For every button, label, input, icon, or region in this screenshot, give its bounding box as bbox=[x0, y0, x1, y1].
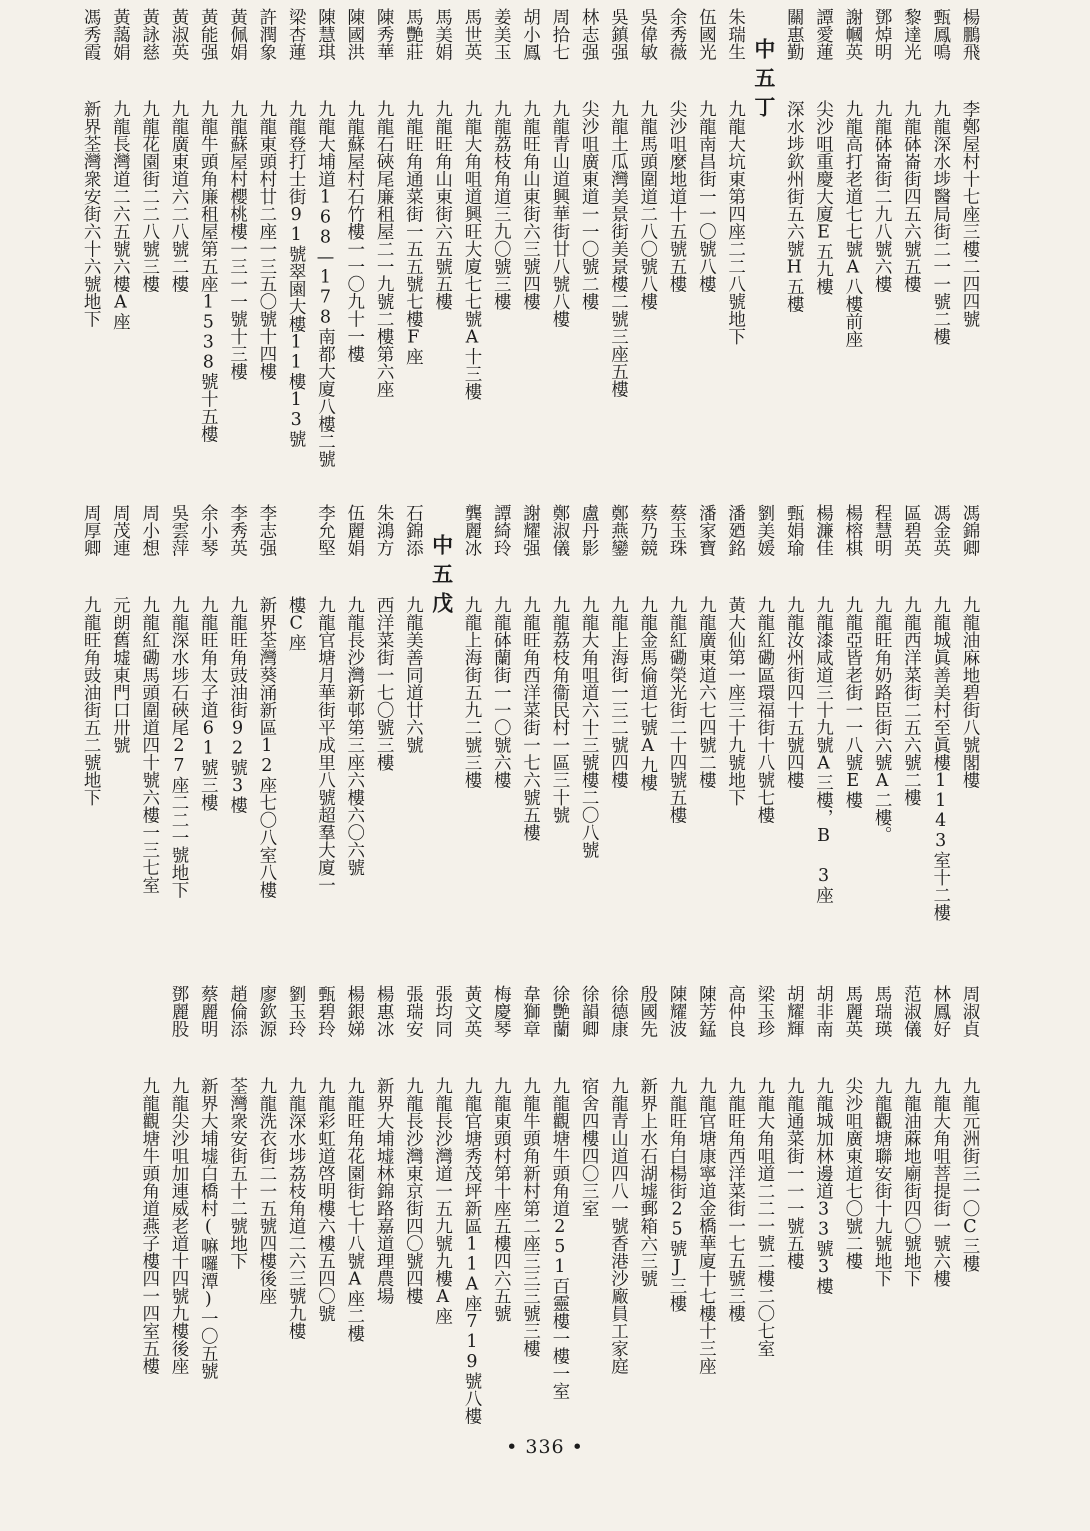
student-address: 九龍大角咀道六十三號樓二〇八號 bbox=[579, 596, 600, 859]
roster-entry bbox=[779, 985, 808, 1425]
student-address: 九龍長沙灣新邨第三座六樓六〇六號 bbox=[344, 596, 365, 876]
roster-entry bbox=[925, 504, 954, 921]
student-address: 九龍南昌街一一〇號八樓 bbox=[696, 100, 717, 293]
student-name: 劉玉玲 bbox=[286, 985, 307, 1038]
student-address: 九龍廣東道六二八號二樓 bbox=[168, 100, 189, 293]
roster-entry bbox=[896, 8, 925, 468]
student-address: 新界荃灣葵涌新區12座七〇八室八樓 bbox=[256, 596, 277, 899]
student-address: 九龍旺角西洋菜街一七五號三樓 bbox=[725, 1077, 746, 1322]
student-address: 尖沙咀廣東道一一〇號二樓 bbox=[579, 100, 600, 310]
student-address: 九龍觀塘牛頭角道251百靈樓一樓一室 bbox=[549, 1077, 570, 1400]
student-address: 九龍深水埗醫局街二一一號二樓 bbox=[930, 100, 951, 345]
student-address: 九龍花園街二二八號三樓 bbox=[139, 100, 160, 293]
student-address: 西洋菜街一七〇號三樓 bbox=[374, 596, 395, 771]
student-name: 陳秀華 bbox=[374, 8, 395, 61]
student-name: 甄娟瑜 bbox=[784, 504, 805, 557]
student-name: 吳雲萍 bbox=[168, 504, 189, 557]
student-address: 九龍砵崙街二九八號六樓 bbox=[872, 100, 893, 293]
roster-entry bbox=[691, 985, 720, 1425]
student-address: 九龍長灣道二六五號六樓A座 bbox=[110, 100, 131, 330]
roster-entry bbox=[193, 985, 222, 1425]
roster-entry bbox=[720, 504, 749, 921]
student-address: 九龍漆咸道三十九號A三樓，B 3座 bbox=[813, 596, 834, 904]
student-address: 九龍大角咀菩提街一號六樓 bbox=[930, 1077, 951, 1287]
roster-entry bbox=[632, 8, 661, 468]
student-address: 九龍深水埗荔枝角道二六三號九樓 bbox=[286, 1077, 307, 1340]
student-name: 殷國先 bbox=[637, 985, 658, 1038]
student-name: 梁玉珍 bbox=[754, 985, 775, 1038]
student-name: 周淑貞 bbox=[960, 985, 980, 1038]
student-name: 許潤象 bbox=[256, 8, 277, 61]
student-name: 林志强 bbox=[579, 8, 600, 61]
student-name: 區碧英 bbox=[901, 504, 922, 557]
student-name: 鄭淑儀 bbox=[549, 504, 570, 557]
student-name: 徐艷蘭 bbox=[549, 985, 570, 1038]
student-name: 陳耀波 bbox=[667, 985, 688, 1038]
student-address: 九龍荔枝角衞民村一區三十號 bbox=[549, 596, 570, 824]
roster-entry bbox=[164, 504, 193, 921]
student-name: 黃詠慈 bbox=[139, 8, 160, 61]
student-name: 周厚卿 bbox=[81, 504, 102, 557]
student-address: 九龍深水埗石硤尾27座二二一號地下 bbox=[168, 596, 189, 899]
student-address: 九龍砵蘭街一一〇號六樓 bbox=[491, 596, 512, 789]
student-address: 九龍大角咀道二二一號二樓二〇七室 bbox=[754, 1077, 775, 1357]
roster-entry bbox=[427, 8, 456, 468]
student-address: 九龍蘇屋村櫻桃樓一三一一號十三樓 bbox=[227, 100, 248, 380]
student-name: 馬瑞瑛 bbox=[872, 985, 893, 1038]
roster-entry bbox=[896, 504, 925, 921]
student-name: 徐德康 bbox=[608, 985, 629, 1038]
roster-entry bbox=[339, 504, 368, 921]
student-address: 九龍城眞善美村至眞樓1143室十二樓 bbox=[930, 596, 951, 921]
student-address: 元朗舊墟東門口卅號 bbox=[110, 596, 131, 754]
student-name: 潘廼銘 bbox=[725, 504, 746, 557]
roster-entry bbox=[398, 8, 427, 468]
student-name: 蔡玉珠 bbox=[667, 504, 688, 557]
student-name: 馬麗英 bbox=[842, 985, 863, 1038]
student-name: 李志强 bbox=[256, 504, 277, 557]
roster-entry bbox=[574, 985, 603, 1425]
student-name: 甄鳳鳴 bbox=[930, 8, 951, 61]
student-address: 尖沙咀重慶大廈E五九樓 bbox=[813, 100, 834, 295]
section-heading: 中五戊 bbox=[429, 534, 455, 621]
roster-entry bbox=[369, 504, 398, 921]
roster-entry bbox=[164, 8, 193, 468]
student-address: 尖沙咀廣東道七〇號二樓 bbox=[842, 1077, 863, 1270]
student-address: 九龍通菜街一一一號五樓 bbox=[784, 1077, 805, 1270]
student-address: 李鄭屋村十七座三樓二四四號 bbox=[960, 100, 980, 328]
section-heading-column bbox=[427, 504, 456, 921]
roster-entry bbox=[76, 504, 105, 921]
student-name: 馬世英 bbox=[461, 8, 482, 61]
student-name: 陳國洪 bbox=[344, 8, 365, 61]
student-name: 石錦添 bbox=[403, 504, 424, 557]
roster-entry bbox=[339, 8, 368, 468]
roster-entry bbox=[369, 985, 398, 1425]
student-address: 九龍蘇屋村石竹樓一一〇九十一樓 bbox=[344, 100, 365, 363]
student-address: 九龍高打老道七七號A八樓前座 bbox=[842, 100, 863, 348]
student-address: 九龍油麻地碧街八號閣樓 bbox=[960, 596, 980, 789]
student-address: 九龍登打士街91號翠園大樓11樓13號 bbox=[286, 100, 307, 448]
roster-entry bbox=[457, 985, 486, 1425]
student-name: 廖欽源 bbox=[256, 985, 277, 1038]
student-address: 九龍廣東道六七四號二樓 bbox=[696, 596, 717, 789]
student-address: 九龍官塘秀茂坪新區11A座719號八樓 bbox=[461, 1077, 482, 1425]
student-address: 九龍大角咀道興旺大廈七七號A十三樓 bbox=[461, 100, 482, 400]
student-name: 盧丹影 bbox=[579, 504, 600, 557]
student-address: 九龍城加林邊道33號3樓 bbox=[813, 1077, 834, 1295]
student-address: 九龍大坑東第四座二二八號地下 bbox=[725, 100, 746, 345]
student-name: 胡非南 bbox=[813, 985, 834, 1038]
student-name: 楊銀娣 bbox=[344, 985, 365, 1038]
roster-entry bbox=[662, 985, 691, 1425]
student-name: 謝耀强 bbox=[520, 504, 541, 557]
student-name: 李秀英 bbox=[227, 504, 248, 557]
student-address: 九龍石硤尾廉租屋二一九號二樓第六座 bbox=[374, 100, 395, 398]
student-name: 余秀薇 bbox=[667, 8, 688, 61]
roster-entry bbox=[750, 504, 779, 921]
student-name: 黎達光 bbox=[901, 8, 922, 61]
student-address: 九龍洗衣街二一五號四樓後座 bbox=[256, 1077, 277, 1305]
roster-entry bbox=[808, 8, 837, 468]
student-address: 尖沙咀麼地道十五號五樓 bbox=[667, 100, 688, 293]
student-address: 九龍官塘月華街平成里八號超羣大廈一 bbox=[315, 596, 336, 894]
student-address: 九龍觀塘聯安街十九號地下 bbox=[872, 1077, 893, 1287]
student-name: 鄧麗股 bbox=[168, 985, 189, 1038]
roster-entry bbox=[281, 8, 310, 468]
student-name: 梅慶琴 bbox=[491, 985, 512, 1038]
student-name: 陳芳錳 bbox=[696, 985, 717, 1038]
roster-entry bbox=[281, 985, 310, 1425]
student-name: 張均同 bbox=[432, 985, 453, 1038]
roster-entry bbox=[955, 8, 984, 468]
roster-entry bbox=[398, 985, 427, 1425]
roster-entry bbox=[545, 8, 574, 468]
roster-entry bbox=[925, 985, 954, 1425]
roster-entry bbox=[164, 985, 193, 1425]
roster-entry bbox=[457, 8, 486, 468]
student-address: 樓C座 bbox=[286, 596, 307, 651]
roster-entry bbox=[896, 985, 925, 1425]
roster-entry bbox=[574, 504, 603, 921]
student-address: 九龍馬頭圍道二八〇號八樓 bbox=[637, 100, 658, 310]
student-address: 九龍彩虹道啓明樓六樓五四〇號 bbox=[315, 1077, 336, 1322]
student-address: 九龍土瓜灣美景街美景樓二號三座五樓 bbox=[608, 100, 629, 398]
student-address: 新界荃灣衆安街六十六號地下 bbox=[81, 100, 102, 328]
student-address: 九龍荔枝角道三九〇號三樓 bbox=[491, 100, 512, 310]
roster-entry bbox=[105, 8, 134, 468]
student-address: 黃大仙第一座三十九號地下 bbox=[725, 596, 746, 806]
student-name: 楊濂佳 bbox=[813, 504, 834, 557]
student-address: 九龍旺角花園街七十八號A座二樓 bbox=[344, 1077, 365, 1342]
student-name: 馮秀霞 bbox=[81, 8, 102, 61]
student-address: 九龍長沙灣東京街四〇號四樓 bbox=[403, 1077, 424, 1305]
roster-entry bbox=[662, 504, 691, 921]
student-name: 譚綺玲 bbox=[491, 504, 512, 557]
top-block bbox=[76, 8, 984, 468]
student-name: 黃淑英 bbox=[168, 8, 189, 61]
student-name: 馬艷莊 bbox=[403, 8, 424, 61]
student-name: 胡小鳳 bbox=[520, 8, 541, 61]
roster-entry bbox=[720, 8, 749, 468]
student-name: 程慧明 bbox=[872, 504, 893, 557]
student-name: 李允堅 bbox=[315, 504, 336, 557]
student-address: 九龍大埔道168—178南都大廈八樓二號 bbox=[315, 100, 336, 468]
student-name: 范淑儀 bbox=[901, 985, 922, 1038]
student-address: 九龍汝州街四十五號四樓 bbox=[784, 596, 805, 789]
student-name: 吳偉敏 bbox=[637, 8, 658, 61]
student-address: 九龍砵崙街四五六號五樓 bbox=[901, 100, 922, 293]
roster-entry bbox=[632, 985, 661, 1425]
roster-entry bbox=[486, 504, 515, 921]
roster-entry bbox=[515, 985, 544, 1425]
bottom-block bbox=[134, 985, 984, 1425]
roster-entry bbox=[779, 504, 808, 921]
roster-entry bbox=[486, 985, 515, 1425]
student-address: 荃灣衆安街五十二號地下 bbox=[227, 1077, 248, 1270]
student-name: 伍國光 bbox=[696, 8, 717, 61]
student-name: 關惠勤 bbox=[784, 8, 805, 61]
roster-entry bbox=[750, 985, 779, 1425]
roster-entry bbox=[252, 8, 281, 468]
roster-entry bbox=[955, 985, 984, 1425]
roster-entry bbox=[398, 504, 427, 921]
student-name: 朱瑞生 bbox=[725, 8, 746, 61]
student-address: 九龍青山道興華街廿八號八樓 bbox=[549, 100, 570, 328]
roster-entry bbox=[838, 985, 867, 1425]
student-name: 鄧焯明 bbox=[872, 8, 893, 61]
student-address: 九龍青山道四八一號香港沙廠員工家庭 bbox=[608, 1077, 629, 1375]
roster-entry bbox=[457, 504, 486, 921]
student-name: 林鳳好 bbox=[930, 985, 951, 1038]
student-name: 謝幗英 bbox=[842, 8, 863, 61]
roster-entry bbox=[486, 8, 515, 468]
roster-entry bbox=[281, 504, 310, 921]
student-address: 九龍油蔴地廟街四〇號地下 bbox=[901, 1077, 922, 1287]
roster-entry bbox=[545, 504, 574, 921]
roster-entry bbox=[867, 8, 896, 468]
student-name: 姜美玉 bbox=[491, 8, 512, 61]
student-address: 九龍西洋菜街二五六號二樓 bbox=[901, 596, 922, 806]
student-name: 劉美媛 bbox=[754, 504, 775, 557]
student-address: 九龍亞皆老街一一八號E樓 bbox=[842, 596, 863, 809]
student-name: 吳鎮强 bbox=[608, 8, 629, 61]
student-name: 龔麗冰 bbox=[461, 504, 482, 557]
roster-entry bbox=[925, 8, 954, 468]
student-name: 黃藹娟 bbox=[110, 8, 131, 61]
roster-entry bbox=[691, 504, 720, 921]
student-name: 趙倫添 bbox=[227, 985, 248, 1038]
roster-entry bbox=[808, 985, 837, 1425]
student-address: 九龍紅磡榮光街二十四號五樓 bbox=[667, 596, 688, 824]
student-address: 九龍觀塘牛頭角道燕子樓四一四室五樓 bbox=[139, 1077, 160, 1375]
roster-entry bbox=[252, 504, 281, 921]
roster-entry bbox=[134, 504, 163, 921]
roster-entry bbox=[339, 985, 368, 1425]
roster-entry bbox=[515, 504, 544, 921]
student-name: 潘家寶 bbox=[696, 504, 717, 557]
student-address: 九龍東頭村第十座五樓四六五號 bbox=[491, 1077, 512, 1322]
student-address: 九龍金馬倫道七號A九樓 bbox=[637, 596, 658, 791]
student-name: 楊鵬飛 bbox=[960, 8, 980, 61]
student-address: 新界上水石湖墟郵箱六三號 bbox=[637, 1077, 658, 1287]
student-name: 楊惠冰 bbox=[374, 985, 395, 1038]
roster-entry bbox=[310, 504, 339, 921]
student-address: 九龍旺角太子道61號三樓 bbox=[198, 596, 219, 811]
middle-block bbox=[76, 504, 984, 921]
roster-entry bbox=[838, 8, 867, 468]
roster-entry bbox=[574, 8, 603, 468]
roster-entry bbox=[105, 504, 134, 921]
student-address: 九龍旺角奶路臣街六號A二樓。 bbox=[872, 596, 893, 844]
roster-entry bbox=[691, 8, 720, 468]
student-name: 韋獅章 bbox=[520, 985, 541, 1038]
student-name: 周小想 bbox=[139, 504, 160, 557]
student-name: 周茂連 bbox=[110, 504, 131, 557]
roster-entry bbox=[193, 8, 222, 468]
page-number: • 336 • bbox=[506, 1436, 584, 1458]
student-name: 甄碧玲 bbox=[315, 985, 336, 1038]
student-address: 九龍上海街一三二號四樓 bbox=[608, 596, 629, 789]
student-name: 馬美娟 bbox=[432, 8, 453, 61]
roster-entry bbox=[76, 8, 105, 468]
student-address: 九龍旺角西洋菜街一七六號五樓 bbox=[520, 596, 541, 841]
roster-entry bbox=[603, 985, 632, 1425]
roster-entry bbox=[632, 504, 661, 921]
student-name: 蔡乃競 bbox=[637, 504, 658, 557]
student-name: 周拾七 bbox=[549, 8, 570, 61]
roster-entry bbox=[222, 504, 251, 921]
student-name: 高仲良 bbox=[725, 985, 746, 1038]
roster-entry bbox=[134, 8, 163, 468]
roster-entry bbox=[720, 985, 749, 1425]
student-address: 新界大埔墟林錦路嘉道理農場 bbox=[374, 1077, 395, 1305]
roster-entry bbox=[252, 985, 281, 1425]
student-name: 譚愛蓮 bbox=[813, 8, 834, 61]
roster-entry bbox=[193, 504, 222, 921]
student-address: 九龍東頭村廿二座一三五〇號十四樓 bbox=[256, 100, 277, 380]
student-address: 九龍旺角山東街六五號五樓 bbox=[432, 100, 453, 310]
student-address: 九龍上海街五九二號三樓 bbox=[461, 596, 482, 789]
student-address: 九龍旺角豉油街92號3樓 bbox=[227, 596, 248, 814]
student-name: 黃文英 bbox=[461, 985, 482, 1038]
student-name: 蔡麗明 bbox=[198, 985, 219, 1038]
student-name: 黃能强 bbox=[198, 8, 219, 61]
roster-entry bbox=[838, 504, 867, 921]
student-name: 馮金英 bbox=[930, 504, 951, 557]
student-name: 胡耀輝 bbox=[784, 985, 805, 1038]
student-name: 陳慧琪 bbox=[315, 8, 336, 61]
student-name: 余小琴 bbox=[198, 504, 219, 557]
student-address: 九龍紅磡馬頭圍道四十號六樓一三七室 bbox=[139, 596, 160, 894]
roster-entry bbox=[808, 504, 837, 921]
roster-entry bbox=[867, 504, 896, 921]
student-address: 九龍旺角山東街六三號四樓 bbox=[520, 100, 541, 310]
student-address: 九龍牛頭角廉租屋第五座1538號十五樓 bbox=[198, 100, 219, 443]
student-name: 楊榕棋 bbox=[842, 504, 863, 557]
student-address: 宿舍四樓四〇三室 bbox=[579, 1077, 600, 1217]
student-address: 九龍長沙灣道一五九號九樓A座 bbox=[432, 1077, 453, 1325]
roster-entry bbox=[222, 8, 251, 468]
roster-entry bbox=[662, 8, 691, 468]
student-address: 深水埗欽州街五六號H五樓 bbox=[784, 100, 805, 313]
section-heading: 中五丁 bbox=[751, 38, 777, 125]
student-name: 梁杏蓮 bbox=[286, 8, 307, 61]
student-address: 九龍牛頭角新村第二座三三三號三樓 bbox=[520, 1077, 541, 1357]
student-address: 九龍旺角豉油街五二號地下 bbox=[81, 596, 102, 806]
roster-entry bbox=[779, 8, 808, 468]
roster-entry bbox=[134, 985, 163, 1425]
roster-entry bbox=[222, 985, 251, 1425]
student-name: 鄭燕鑾 bbox=[608, 504, 629, 557]
roster-entry bbox=[545, 985, 574, 1425]
student-address: 九龍旺角白楊街25號J三樓 bbox=[667, 1077, 688, 1312]
roster-entry bbox=[603, 8, 632, 468]
student-address: 九龍旺角通菜街一五五號七樓F座 bbox=[403, 100, 424, 365]
roster-entry bbox=[955, 504, 984, 921]
student-address: 九龍紅磡區環福街十八號七樓 bbox=[754, 596, 775, 824]
student-address: 新界大埔墟白橋村(嘛囉潭)一〇五號 bbox=[198, 1077, 219, 1380]
roster-entry bbox=[603, 504, 632, 921]
student-name: 伍麗娟 bbox=[344, 504, 365, 557]
student-name: 黃佩娟 bbox=[227, 8, 248, 61]
student-address: 九龍官塘康寧道金橋華廈十七樓十三座 bbox=[696, 1077, 717, 1375]
roster-entry bbox=[515, 8, 544, 468]
student-name: 徐韻卿 bbox=[579, 985, 600, 1038]
student-address: 九龍尖沙咀加連威老道十四號九樓後座 bbox=[168, 1077, 189, 1375]
roster-entry bbox=[867, 985, 896, 1425]
student-name: 張瑞安 bbox=[403, 985, 424, 1038]
section-heading-column bbox=[750, 8, 779, 468]
student-name: 朱鴻方 bbox=[374, 504, 395, 557]
roster-entry bbox=[310, 985, 339, 1425]
student-address: 九龍美善同道廿六號 bbox=[403, 596, 424, 754]
student-address: 九龍元洲街三一〇C三樓 bbox=[960, 1077, 980, 1272]
roster-entry bbox=[427, 985, 456, 1425]
roster-entry bbox=[310, 8, 339, 468]
student-name: 馮錦卿 bbox=[960, 504, 980, 557]
roster-entry bbox=[369, 8, 398, 468]
